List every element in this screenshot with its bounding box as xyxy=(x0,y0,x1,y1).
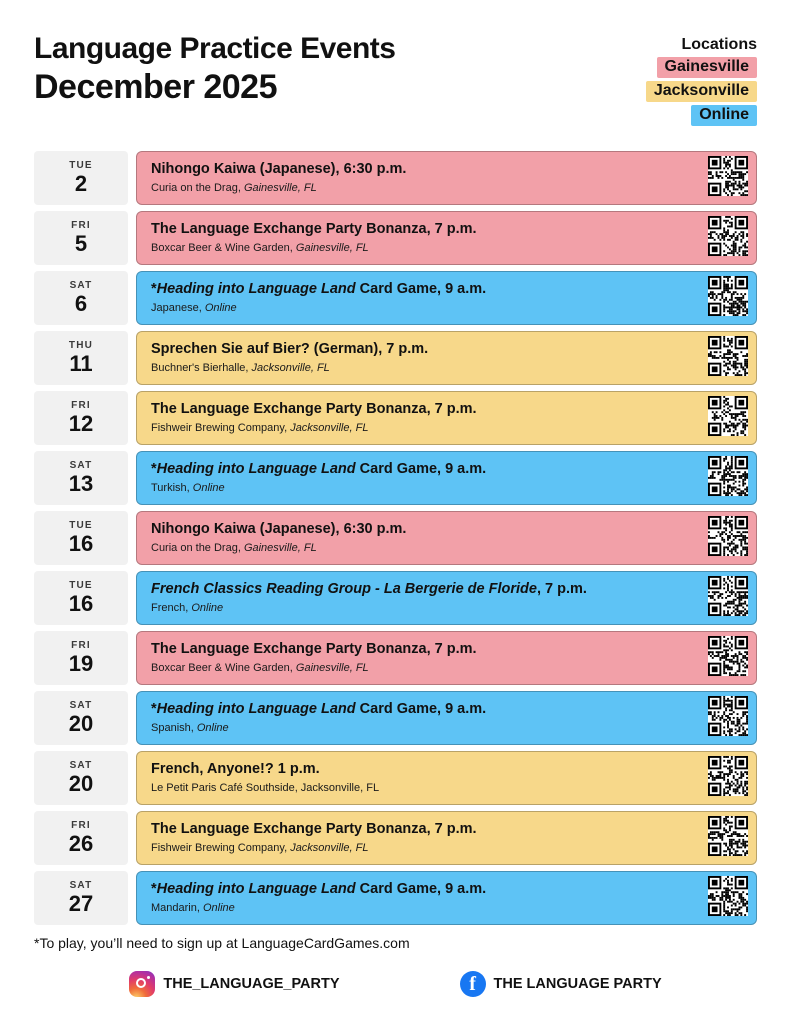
qr-code-icon[interactable] xyxy=(698,696,748,741)
event-day-number: 27 xyxy=(68,891,94,916)
event-row xyxy=(34,151,757,205)
event-day-of-week: TUE xyxy=(69,160,93,171)
facebook-link[interactable] xyxy=(460,971,662,997)
event-location: Gainesville, FL xyxy=(243,181,317,194)
event-date-cell xyxy=(34,871,128,925)
qr-code-icon[interactable] xyxy=(698,156,748,201)
qr-code-icon[interactable] xyxy=(698,216,748,261)
event-card[interactable] xyxy=(136,511,757,565)
event-location: Online xyxy=(191,601,224,614)
event-row xyxy=(34,631,757,685)
event-venue: Curia on the Drag, xyxy=(151,181,244,194)
event-title-plain: Nihongo Kaiwa (Japanese), 6:30 p.m. xyxy=(151,521,407,538)
event-text xyxy=(151,161,406,195)
event-text xyxy=(151,701,486,735)
event-venue-line xyxy=(151,842,477,855)
event-row xyxy=(34,391,757,445)
event-venue: Turkish, xyxy=(151,481,193,494)
legend-row-gainesville xyxy=(646,57,757,81)
event-date-cell xyxy=(34,631,128,685)
qr-code-icon[interactable] xyxy=(698,336,748,381)
event-day-of-week: SAT xyxy=(69,760,93,771)
event-day-of-week: SAT xyxy=(69,280,93,291)
locations-legend xyxy=(646,26,757,129)
event-day-number: 5 xyxy=(74,231,88,256)
event-day-number: 16 xyxy=(68,531,94,556)
event-text xyxy=(151,281,486,315)
event-day-number: 13 xyxy=(68,471,94,496)
qr-code-icon[interactable] xyxy=(698,576,748,621)
event-card[interactable] xyxy=(136,691,757,745)
event-text xyxy=(151,581,587,615)
legend-item-jacksonville: Jacksonville xyxy=(646,81,757,102)
event-text xyxy=(151,761,379,795)
event-title xyxy=(151,641,477,658)
event-venue-line xyxy=(151,242,477,255)
qr-code-icon[interactable] xyxy=(698,396,748,441)
event-star-marker: * xyxy=(151,461,157,478)
event-row xyxy=(34,691,757,745)
event-card[interactable] xyxy=(136,751,757,805)
event-title xyxy=(151,581,587,598)
event-title xyxy=(151,461,486,478)
events-schedule xyxy=(34,151,757,925)
event-location: Gainesville, FL xyxy=(295,661,369,674)
event-date-cell xyxy=(34,571,128,625)
event-title-italic: Heading into Language Land xyxy=(156,461,356,478)
event-location: Online xyxy=(192,481,225,494)
event-row xyxy=(34,451,757,505)
event-star-marker: * xyxy=(151,281,157,298)
qr-code-icon[interactable] xyxy=(698,756,748,801)
flyer-header xyxy=(34,26,757,129)
event-date-cell xyxy=(34,751,128,805)
event-date-cell xyxy=(34,211,128,265)
event-date-cell xyxy=(34,511,128,565)
legend-title: Locations xyxy=(681,36,757,53)
event-location: Online xyxy=(196,721,229,734)
event-text xyxy=(151,221,477,255)
event-day-of-week: TUE xyxy=(69,580,93,591)
page-subtitle-month: December 2025 xyxy=(34,67,278,106)
event-text xyxy=(151,401,477,435)
event-card[interactable] xyxy=(136,571,757,625)
event-row xyxy=(34,271,757,325)
event-card[interactable] xyxy=(136,211,757,265)
event-title xyxy=(151,521,406,538)
event-day-of-week: SAT xyxy=(69,880,93,891)
event-venue: French, xyxy=(151,601,192,614)
event-location: Gainesville, FL xyxy=(243,541,317,554)
event-venue: Buchner's Bierhalle, xyxy=(151,361,252,374)
qr-code-icon[interactable] xyxy=(698,456,748,501)
event-venue: Fishweir Brewing Company, xyxy=(151,421,291,434)
event-title xyxy=(151,881,486,898)
event-title xyxy=(151,821,477,838)
event-card[interactable] xyxy=(136,451,757,505)
event-location: Jacksonville, FL xyxy=(290,841,369,854)
event-row xyxy=(34,511,757,565)
event-text xyxy=(151,341,428,375)
event-venue: Le Petit Paris Café Southside, Jacksonville, FL xyxy=(151,781,380,794)
event-venue: Japanese, xyxy=(151,301,205,314)
event-title-italic: Heading into Language Land xyxy=(156,881,356,898)
event-title-plain: The Language Exchange Party Bonanza, 7 p.m. xyxy=(151,641,477,658)
event-venue-line xyxy=(151,302,486,315)
event-card[interactable] xyxy=(136,151,757,205)
event-day-of-week: FRI xyxy=(71,400,91,411)
event-day-number: 20 xyxy=(68,711,94,736)
event-row xyxy=(34,331,757,385)
legend-row-jacksonville xyxy=(646,81,757,105)
event-title-plain: Nihongo Kaiwa (Japanese), 6:30 p.m. xyxy=(151,161,407,178)
event-location: Jacksonville, FL xyxy=(251,361,330,374)
instagram-icon xyxy=(129,971,155,997)
event-day-of-week: TUE xyxy=(69,520,93,531)
event-card[interactable] xyxy=(136,331,757,385)
facebook-handle: THE LANGUAGE PARTY xyxy=(493,976,662,992)
event-title-italic: Heading into Language Land xyxy=(156,701,356,718)
event-date-cell xyxy=(34,691,128,745)
event-venue-line xyxy=(151,902,486,915)
event-card[interactable] xyxy=(136,391,757,445)
event-row xyxy=(34,211,757,265)
event-venue: Spanish, xyxy=(151,721,197,734)
event-title-italic: French Classics Reading Group - La Bergerie de Floride xyxy=(151,581,537,598)
event-day-number: 16 xyxy=(68,591,94,616)
event-title xyxy=(151,221,477,238)
event-text xyxy=(151,821,477,855)
event-venue-line xyxy=(151,662,477,675)
event-title xyxy=(151,701,486,718)
event-text xyxy=(151,881,486,915)
event-card[interactable] xyxy=(136,811,757,865)
event-title-italic: Heading into Language Land xyxy=(156,281,356,298)
title-block xyxy=(34,26,395,106)
event-row xyxy=(34,811,757,865)
event-title xyxy=(151,341,428,358)
event-venue-line xyxy=(151,722,486,735)
page-title: Language Practice Events xyxy=(34,32,396,65)
event-day-number: 12 xyxy=(68,411,94,436)
event-day-of-week: FRI xyxy=(71,640,91,651)
event-venue: Boxcar Beer & Wine Garden, xyxy=(151,661,296,674)
legend-item-online: Online xyxy=(691,105,757,126)
event-day-of-week: FRI xyxy=(71,820,91,831)
event-day-of-week: THU xyxy=(68,340,94,351)
event-row xyxy=(34,751,757,805)
event-location: Gainesville, FL xyxy=(295,241,369,254)
event-venue: Fishweir Brewing Company, xyxy=(151,841,291,854)
event-day-of-week: FRI xyxy=(71,220,91,231)
event-day-number: 19 xyxy=(68,651,94,676)
event-venue-line xyxy=(151,782,379,795)
event-day-number: 11 xyxy=(69,351,93,376)
event-title xyxy=(151,281,486,298)
event-day-of-week: SAT xyxy=(69,700,93,711)
event-title xyxy=(151,761,379,778)
event-date-cell xyxy=(34,451,128,505)
event-row xyxy=(34,571,757,625)
social-links xyxy=(34,971,757,997)
qr-code-icon[interactable] xyxy=(698,276,748,321)
event-venue-line xyxy=(151,182,406,195)
event-day-number: 26 xyxy=(68,831,94,856)
event-date-cell xyxy=(34,151,128,205)
event-title-tail: Card Game, 9 a.m. xyxy=(355,881,487,898)
event-title-tail: Card Game, 9 a.m. xyxy=(355,281,487,298)
event-location: Online xyxy=(204,301,237,314)
event-text xyxy=(151,521,406,555)
event-title-plain: The Language Exchange Party Bonanza, 7 p.m. xyxy=(151,821,477,838)
event-date-cell xyxy=(34,331,128,385)
event-day-number: 2 xyxy=(74,171,88,196)
event-date-cell xyxy=(34,271,128,325)
footnote: *To play, you’ll need to sign up at LanguageCardGames.com xyxy=(34,935,410,951)
event-card[interactable] xyxy=(136,871,757,925)
facebook-icon: f xyxy=(460,971,486,997)
event-venue-line xyxy=(151,602,587,615)
legend-item-gainesville: Gainesville xyxy=(657,57,758,78)
event-venue: Boxcar Beer & Wine Garden, xyxy=(151,241,296,254)
event-venue-line xyxy=(151,362,428,375)
event-title-plain: Sprechen Sie auf Bier? (German), 7 p.m. xyxy=(151,341,429,358)
instagram-handle: THE_LANGUAGE_PARTY xyxy=(163,976,340,992)
event-title xyxy=(151,161,406,178)
event-card[interactable] xyxy=(136,631,757,685)
event-card[interactable] xyxy=(136,271,757,325)
event-star-marker: * xyxy=(151,701,157,718)
qr-code-icon[interactable] xyxy=(698,816,748,861)
event-star-marker: * xyxy=(151,881,157,898)
event-day-of-week: SAT xyxy=(69,460,93,471)
instagram-link[interactable] xyxy=(129,971,339,997)
event-title-plain: The Language Exchange Party Bonanza, 7 p.m. xyxy=(151,221,477,238)
event-text xyxy=(151,461,486,495)
event-location: Jacksonville, FL xyxy=(290,421,369,434)
event-venue: Mandarin, xyxy=(151,901,203,914)
event-title-tail: Card Game, 9 a.m. xyxy=(355,461,487,478)
event-venue-line xyxy=(151,542,406,555)
event-day-number: 20 xyxy=(68,771,94,796)
event-title xyxy=(151,401,477,418)
event-venue-line xyxy=(151,482,486,495)
event-title-plain: The Language Exchange Party Bonanza, 7 p.m. xyxy=(151,401,477,418)
event-title-plain: French, Anyone!? 1 p.m. xyxy=(151,761,320,778)
event-text xyxy=(151,641,477,675)
legend-row-online xyxy=(646,105,757,129)
event-date-cell xyxy=(34,811,128,865)
qr-code-icon[interactable] xyxy=(698,516,748,561)
qr-code-icon[interactable] xyxy=(698,876,748,921)
event-location: Online xyxy=(202,901,235,914)
event-row xyxy=(34,871,757,925)
event-venue-line xyxy=(151,422,477,435)
event-title-tail: , 7 p.m. xyxy=(536,581,587,598)
qr-code-icon[interactable] xyxy=(698,636,748,681)
event-day-number: 6 xyxy=(74,291,88,316)
event-date-cell xyxy=(34,391,128,445)
event-title-tail: Card Game, 9 a.m. xyxy=(355,701,487,718)
event-venue: Curia on the Drag, xyxy=(151,541,244,554)
